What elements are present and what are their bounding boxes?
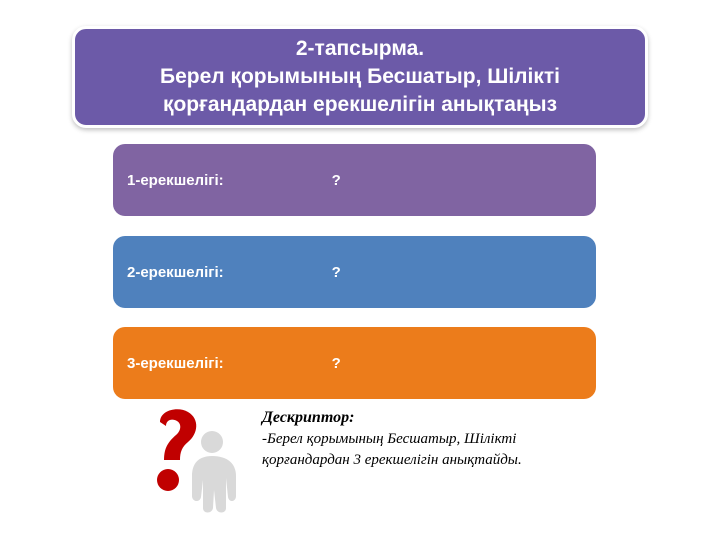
feature-bar-1-value: ? <box>331 171 341 189</box>
feature-bar-1[interactable] <box>113 144 596 216</box>
descriptor-heading: Дескриптор: <box>262 409 355 426</box>
feature-bar-3-label: 3-ерекшелігі: <box>127 354 224 372</box>
title-line-1: 2-тапсырма. <box>295 37 425 60</box>
feature-bar-2[interactable] <box>113 236 596 308</box>
descriptor-line-1: -Берел қорымының Бесшатыр, Шілікті <box>262 431 517 447</box>
title-line-3: қорғандардан ерекшелігін анықтаңыз <box>162 93 558 116</box>
feature-bar-3-value: ? <box>331 354 341 372</box>
feature-bar-2-value: ? <box>331 263 341 281</box>
feature-bar-2-label: 2-ерекшелігі: <box>127 263 224 281</box>
descriptor-line-2: қорғандардан 3 ерекшелігін анықтайды. <box>262 452 522 468</box>
title-line-2: Берел қорымының Бесшатыр, Шілікті <box>160 65 560 88</box>
feature-bar-1-label: 1-ерекшелігі: <box>127 171 224 189</box>
feature-bar-3[interactable] <box>113 327 596 399</box>
question-mark-person-icon <box>140 404 250 514</box>
title-banner <box>72 26 648 128</box>
descriptor-block <box>262 408 662 470</box>
